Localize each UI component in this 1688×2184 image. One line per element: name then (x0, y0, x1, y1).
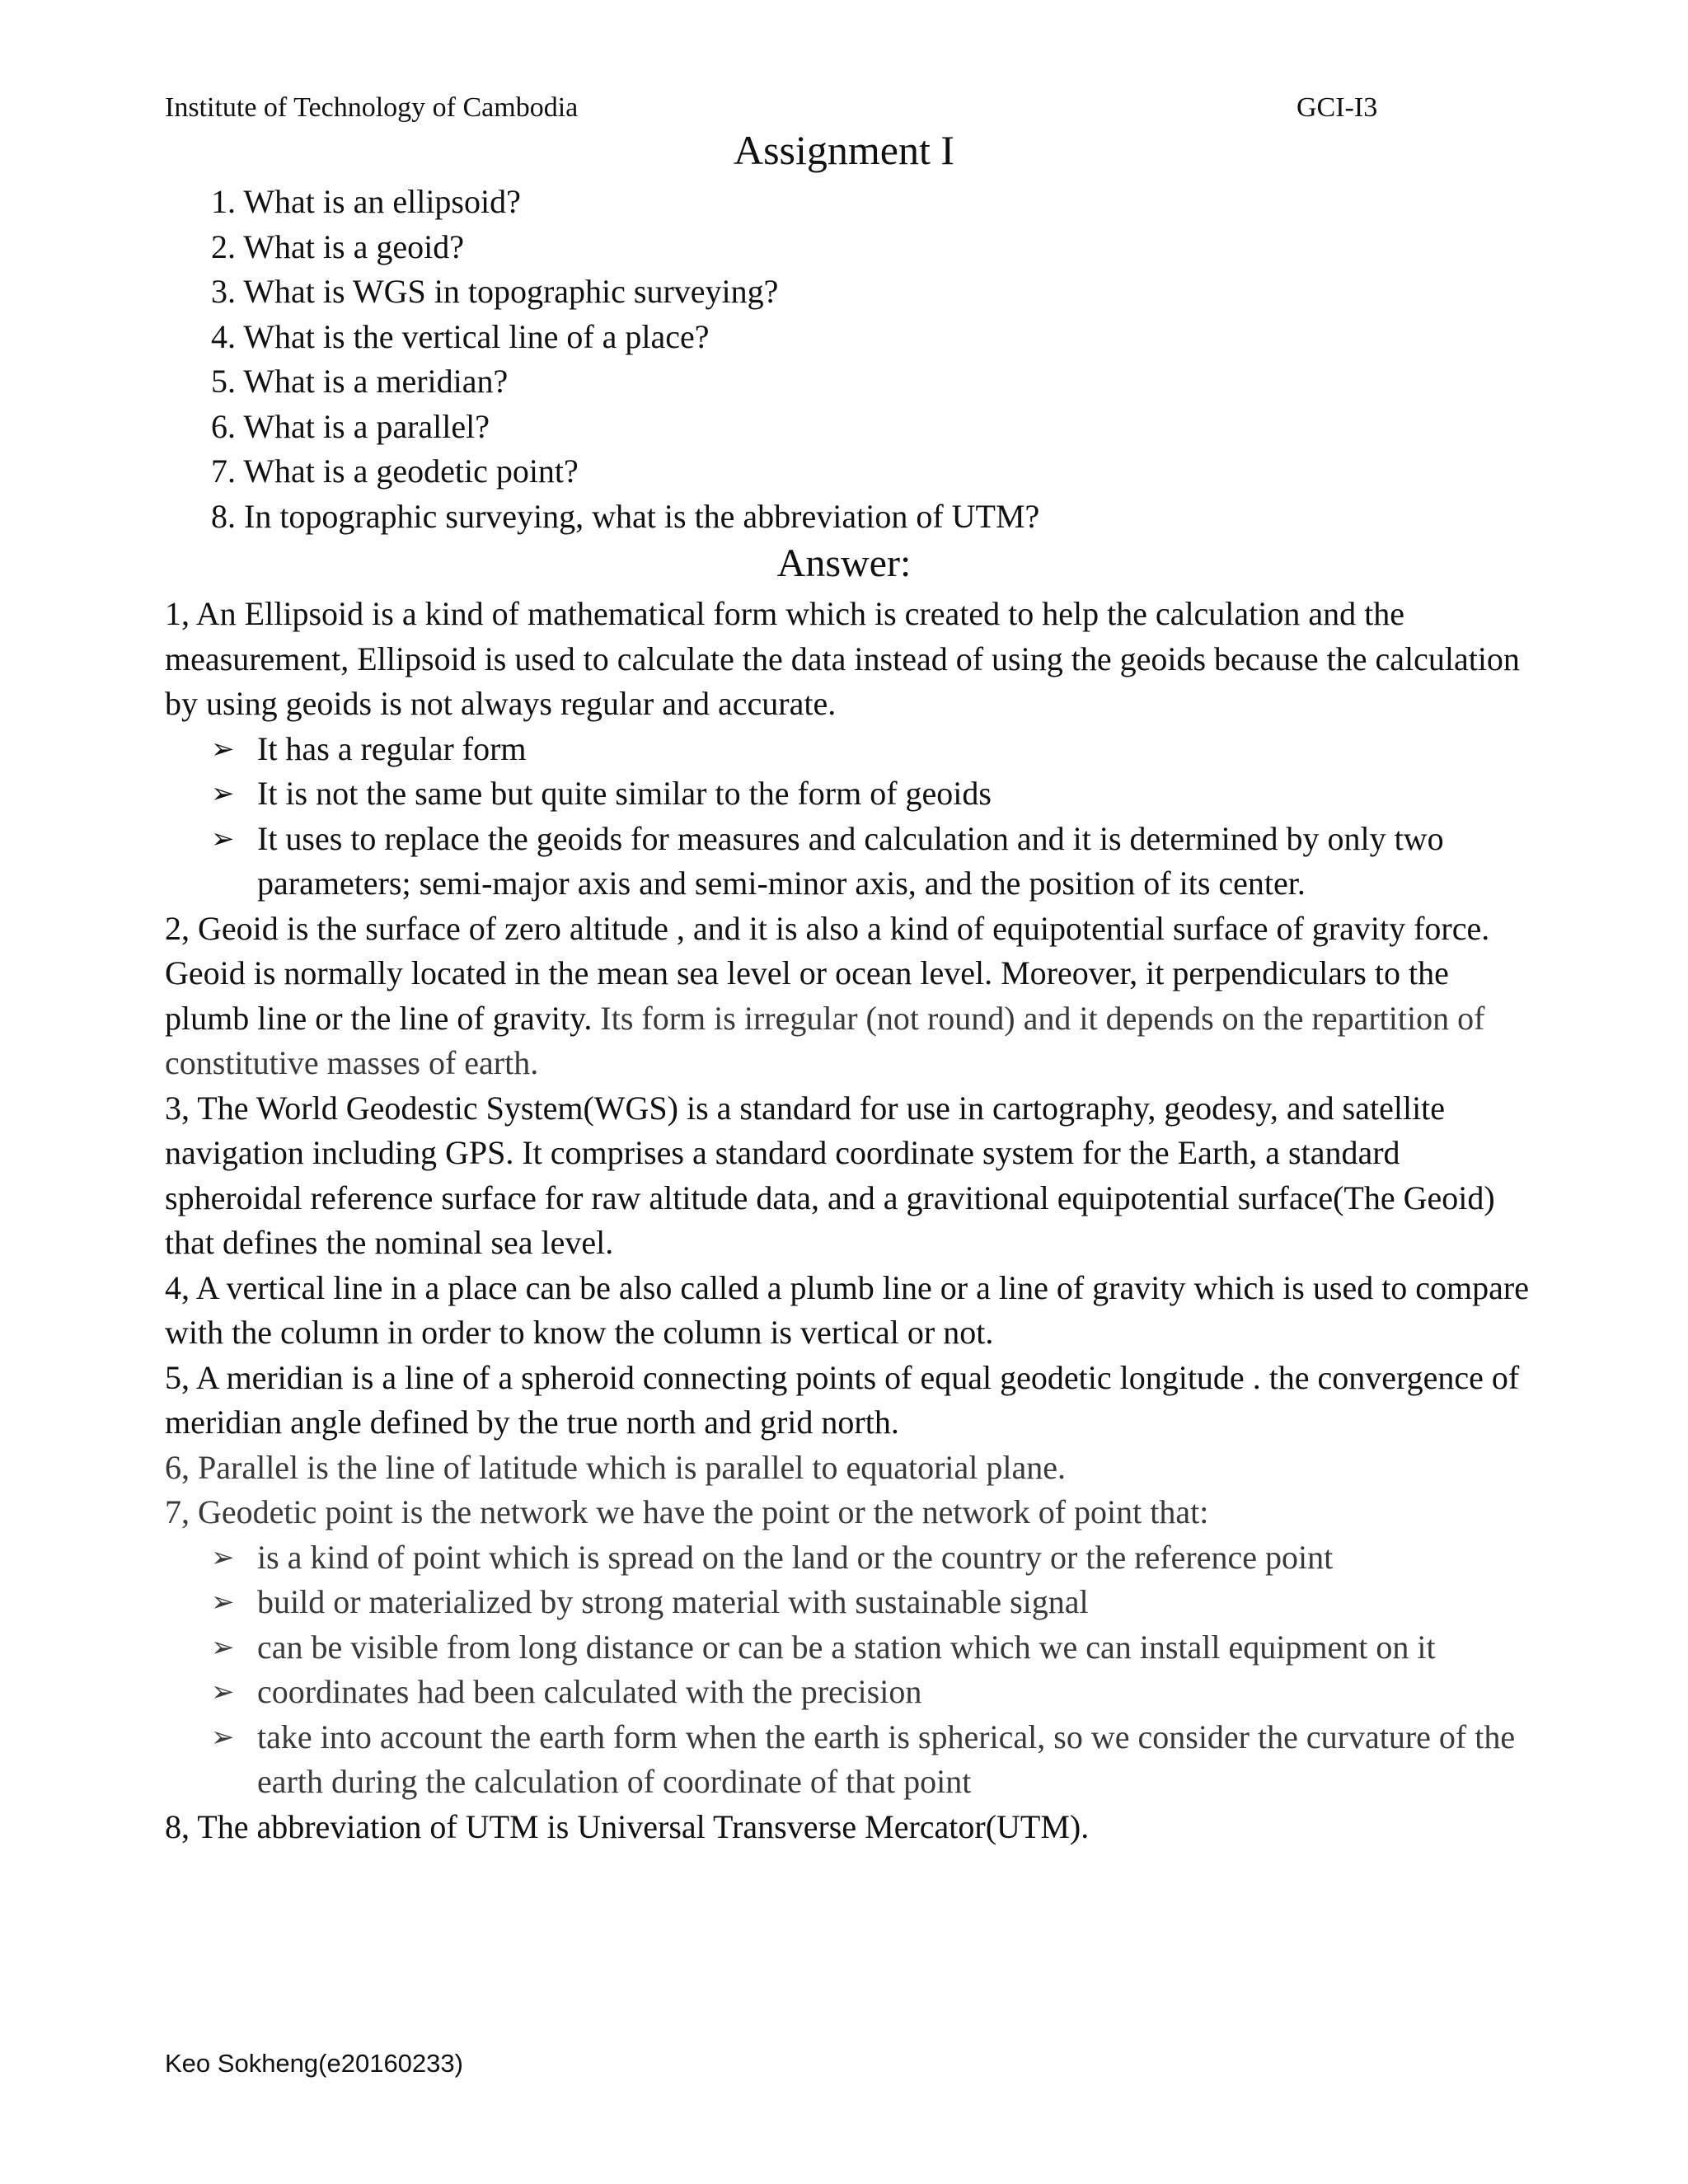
list-item: ➢ can be visible from long distance or can be a station which we can install equipment on it (257, 1625, 1533, 1671)
list-item: ➢ It is not the same but quite similar to the form of geoids (257, 771, 1533, 817)
header-institution: Institute of Technology of Cambodia (165, 92, 579, 123)
arrow-bullet-icon: ➢ (211, 1586, 235, 1619)
answer-body (165, 592, 1533, 1849)
footer-author: Keo Sokheng(e20160233) (165, 2049, 463, 2078)
answer-5: 5, A meridian is a line of a spheroid connecting points of equal geodetic longitude . the convergence of meridian angle defined by the true north and grid north. (165, 1358, 1520, 1441)
arrow-bullet-icon: ➢ (211, 1540, 235, 1574)
list-item: ➢ It uses to replace the geoids for measures and calculation and it is determined by only two parameters; semi-major axis and semi-minor axis, and the position of its center. (257, 817, 1533, 907)
question-item: 6. What is a parallel? (211, 407, 490, 445)
arrow-bullet-icon: ➢ (211, 1720, 235, 1754)
answer-2-part-1: 2, Geoid is the surface of zero altitude , and it is also a kind of equipotential surface of gravity force. Geoid is normally located in the mean sea level or ocean level. Moreover, it perpendiculars to the plumb line or the line of gravity. (165, 909, 1490, 1037)
answer-heading: Answer: (776, 541, 912, 585)
question-item: 3. What is WGS in topographic surveying? (211, 273, 779, 310)
question-item: 5. What is a meridian? (211, 363, 509, 400)
answer-1: 1, An Ellipsoid is a kind of mathematical form which is created to help the calculation and the measurement, Ellipsoid is used to calculate the data instead of using the geoids because the calculation by using geoids is not always regular and accurate. (165, 595, 1520, 722)
list-item: ➢ is a kind of point which is spread on the land or the country or the reference point (257, 1535, 1533, 1581)
question-item: 8. In topographic surveying, what is the abbreviation of UTM? (211, 497, 1040, 535)
arrow-bullet-icon: ➢ (211, 1675, 235, 1708)
answer-7: 7, Geodetic point is the network we have the point or the network of point that: (165, 1493, 1209, 1530)
answer-8: 8, The abbreviation of UTM is Universal Transverse Mercator(UTM). (165, 1807, 1090, 1845)
answer-2 (165, 907, 1533, 1086)
list-item: ➢ It has a regular form (257, 727, 1533, 772)
arrow-bullet-icon: ➢ (211, 732, 235, 766)
answer-1-bullets (165, 727, 1533, 907)
question-item: 1. What is an ellipsoid? (211, 183, 521, 220)
list-item: ➢ coordinates had been calculated with the precision (257, 1670, 1533, 1715)
answer-7-bullets (165, 1535, 1533, 1805)
arrow-bullet-icon: ➢ (211, 777, 235, 810)
list-item: ➢ take into account the earth form when the earth is spherical, so we consider the curvature of the earth during the calculation of coordinate of that point (257, 1715, 1533, 1805)
page-title: Assignment I (733, 127, 955, 173)
list-item: ➢ build or materialized by strong material with sustainable signal (257, 1580, 1533, 1625)
answer-2-part-2: Its form is irregular (not round) and it depends on the repartition of constitutive masses of earth. (165, 999, 1485, 1081)
answer-3: 3, The World Geodestic System(WGS) is a standard for use in cartography, geodesy, and satellite navigation including GPS. It comprises a standard coordinate system for the Earth, a standard spheroidal reference surface for raw altitude data, and a gravitional equipotential surface(The Geoid) that defines the nominal sea level. (165, 1089, 1495, 1261)
arrow-bullet-icon: ➢ (211, 822, 235, 855)
answer-6: 6, Parallel is the line of latitude which is parallel to equatorial plane. (165, 1448, 1066, 1486)
arrow-bullet-icon: ➢ (211, 1630, 235, 1664)
question-item: 4. What is the vertical line of a place? (211, 317, 710, 355)
question-list (211, 180, 1039, 539)
header-class-code: GCI-I3 (1296, 92, 1378, 123)
question-item: 7. What is a geodetic point? (211, 452, 579, 490)
question-item: 2. What is a geoid? (211, 227, 464, 265)
answer-4: 4, A vertical line in a place can be also called a plumb line or a line of gravity which is used to compare with the column in order to know the column is vertical or not. (165, 1268, 1529, 1351)
